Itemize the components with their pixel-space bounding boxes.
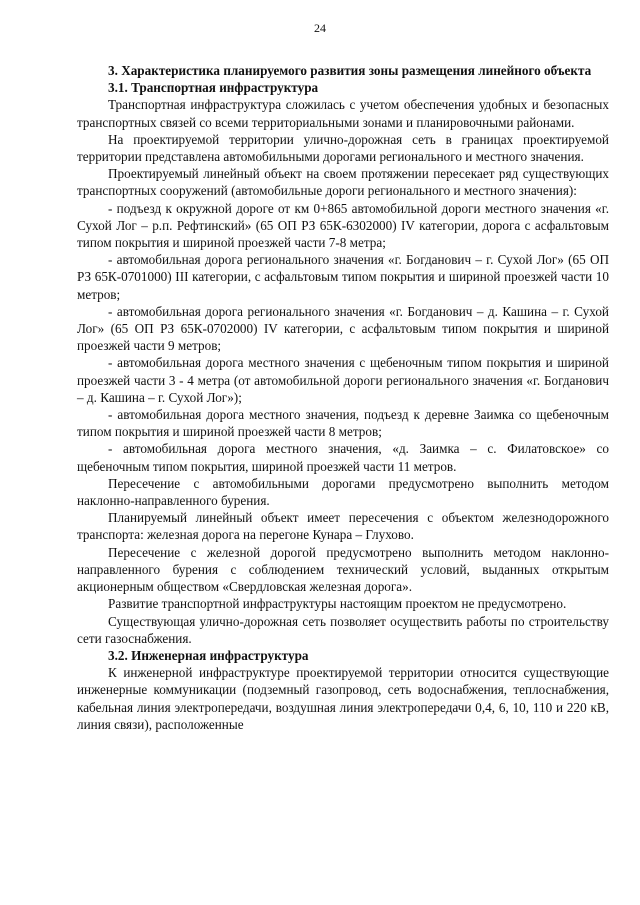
paragraph: Пересечение с автомобильными дорогами предусмотрено выполнить методом наклонно-направленного бурения.	[77, 475, 609, 509]
paragraph: Планируемый линейный объект имеет пересечения с объектом железнодорожного транспорта: железная дорога на перегоне Кунара – Глухово.	[77, 510, 609, 543]
paragraph: Проектируемый линейный объект на своем протяжении пересекает ряд существующих транспортных сооружений (автомобильные дороги регионального и местного значения):	[77, 166, 609, 199]
list-item: - автомобильная дорога местного значения, «д. Заимка – с. Филатовское» со щебеночным типом покрытия, шириной проезжей части 11 метров.	[77, 441, 609, 474]
list-item: - автомобильная дорога местного значения, подъезд к деревне Заимка со щебеночным типом покрытия и шириной проезжей части 8 метров;	[77, 407, 609, 440]
document-body	[77, 62, 609, 733]
paragraph: Пересечение с железной дорогой предусмотрено выполнить методом наклонно-направленного бурения с соблюдением технический условий, выданных открытым акционерным обществом «Свердловская железная дорога».	[77, 544, 609, 595]
list-item: - автомобильная дорога регионального значения «г. Богданович – д. Кашина – г. Сухой Лог» (65 ОП РЗ 65К-0702000) IV категории, с асфальтовым типом покрытия и шириной проезжей части 9 метров;	[77, 303, 609, 354]
paragraph: К инженерной инфраструктуре проектируемой территории относится существующие инженерные коммуникации (подземный газопровод, сеть водоснабжения, теплоснабжения, кабельная линия электропередачи, воздушная линия электропередачи 0,4, 6, 10, 110 и 220 кВ, линия связи), расположенные	[77, 665, 609, 732]
paragraph: На проектируемой территории улично-дорожная сеть в границах проектируемой территории представлена автомобильными дорогами регионального и местного значения.	[77, 131, 609, 165]
paragraph: Транспортная инфраструктура сложилась с учетом обеспечения удобных и безопасных транспортных связей со всеми территориальными зонами и планировочными районами.	[77, 97, 609, 130]
list-item: - автомобильная дорога регионального значения «г. Богданович – г. Сухой Лог» (65 ОП РЗ 65К-0701000) III категории, с асфальтовым типом покрытия и шириной проезжей части 10 метров;	[77, 252, 609, 302]
list-item: - автомобильная дорога местного значения с щебеночным типом покрытия и шириной проезжей части 3 - 4 метра (от автомобильной дороги регионального значения «г. Богданович – д. Кашина – г. Сухой Лог»);	[77, 355, 609, 405]
subsection-title-engineering: 3.2. Инженерная инфраструктура	[108, 647, 309, 663]
subsection-title-transport: 3.1. Транспортная инфраструктура	[108, 80, 319, 96]
paragraph: Развитие транспортной инфраструктуры настоящим проектом не предусмотрено.	[108, 596, 567, 612]
section-title: 3. Характеристика планируемого развития зоны размещения линейного объекта	[108, 63, 592, 78]
page-number: 24	[314, 21, 326, 35]
paragraph: Существующая улично-дорожная сеть позволяет осуществить работы по строительству сети газоснабжения.	[77, 613, 609, 646]
list-item: - подъезд к окружной дороге от км 0+865 автомобильной дороги местного значения «г. Сухой Лог – р.п. Рефтинский» (65 ОП РЗ 65К-6302000) IV категории, дорога с асфальтовым типом покрытия и шириной проезжей части 7-8 метра;	[77, 200, 609, 251]
